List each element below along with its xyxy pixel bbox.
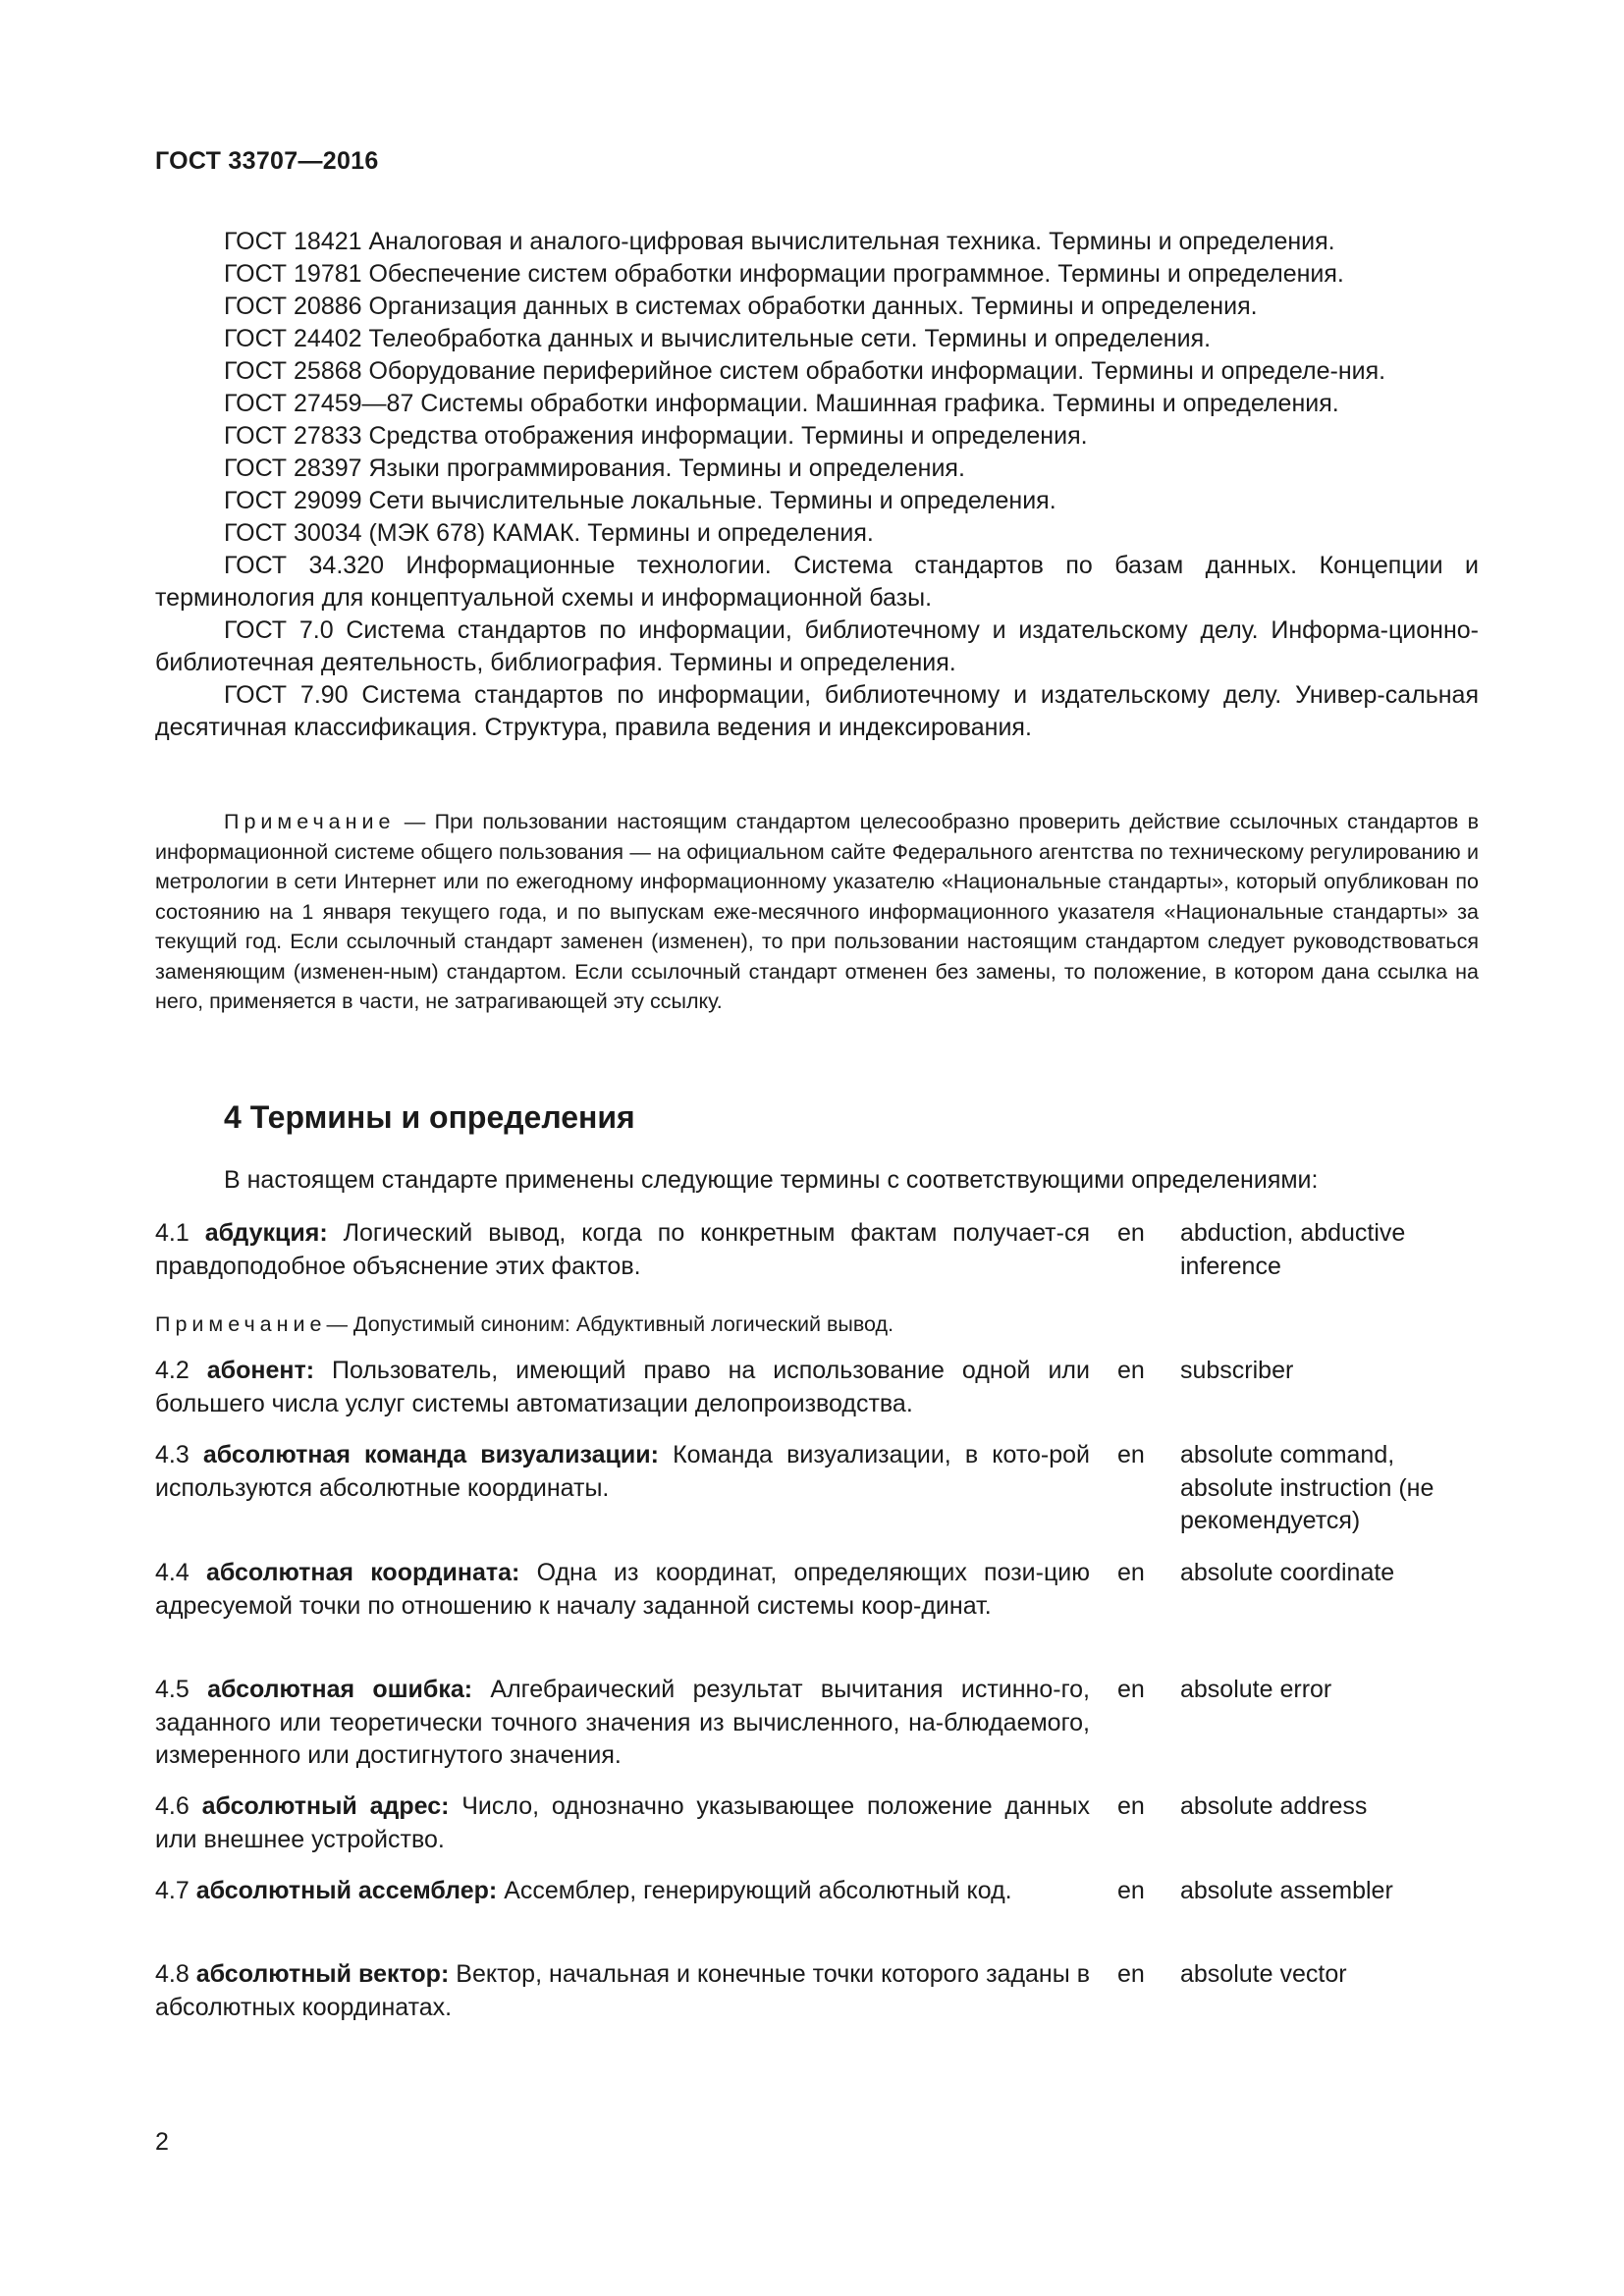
term-language: en bbox=[1117, 1676, 1145, 1703]
reference-item: ГОСТ 25868 Оборудование периферийное систем обработки информации. Термины и определе-ния. bbox=[224, 357, 1386, 385]
page-number: 2 bbox=[155, 2128, 169, 2156]
term-english: subscriber bbox=[1180, 1357, 1294, 1384]
term-number: 4.2 bbox=[155, 1357, 189, 1384]
term-definition bbox=[155, 1557, 1090, 1623]
term-name: абдукция: bbox=[204, 1219, 328, 1247]
term-language: en bbox=[1117, 1219, 1145, 1247]
document-header: ГОСТ 33707—2016 bbox=[155, 147, 379, 175]
term-text: Пользователь, имеющий право на использование одной или большего числа услуг системы автоматизации делопроизводства. bbox=[155, 1357, 1090, 1417]
term-note bbox=[155, 1309, 893, 1339]
term-name: абонент: bbox=[206, 1357, 315, 1384]
term-name: абсолютная команда визуализации: bbox=[202, 1441, 659, 1468]
term-definition bbox=[155, 1875, 1090, 1908]
term-number: 4.8 bbox=[155, 1960, 189, 1988]
term-note-text: — Допустимый синоним: Абдуктивный логический вывод. bbox=[326, 1312, 894, 1336]
term-english: absolute assembler bbox=[1180, 1877, 1393, 1904]
term-language: en bbox=[1117, 1357, 1145, 1384]
term-name: абсолютный вектор: bbox=[195, 1960, 450, 1988]
term-english: absolute error bbox=[1180, 1676, 1332, 1703]
term-name: абсолютный адрес: bbox=[201, 1792, 450, 1820]
term-english: abduction, abductive inference bbox=[1180, 1219, 1406, 1280]
reference-item: ГОСТ 24402 Телеобработка данных и вычислительные сети. Термины и определения. bbox=[224, 325, 1212, 352]
reference-item: ГОСТ 19781 Обеспечение систем обработки информации программное. Термины и определения. bbox=[224, 260, 1344, 288]
term-definition bbox=[155, 1439, 1090, 1505]
term-name: абсолютный ассемблер: bbox=[195, 1877, 498, 1904]
term-text: Одна из координат, определяющих пози-цию адресуемой точки по отношению к началу заданной системы коор-динат. bbox=[155, 1559, 1090, 1620]
term-text: Команда визуализации, в кото-рой используются абсолютные координаты. bbox=[155, 1441, 1091, 1502]
term-text: Вектор, начальная и конечные точки которого заданы в абсолютных координатах. bbox=[155, 1960, 1090, 2021]
term-note-label: Примечание bbox=[155, 1312, 327, 1336]
term-number: 4.4 bbox=[155, 1559, 189, 1586]
reference-list bbox=[155, 226, 1479, 744]
term-text: Число, однозначно указывающее положение данных или внешнее устройство. bbox=[155, 1792, 1090, 1853]
term-name: абсолютная ошибка: bbox=[207, 1676, 473, 1703]
term-number: 4.1 bbox=[155, 1219, 189, 1247]
reference-item: ГОСТ 20886 Организация данных в системах обработки данных. Термины и определения. bbox=[224, 293, 1258, 320]
references-note bbox=[155, 807, 1479, 1017]
term-english: absolute address bbox=[1180, 1792, 1368, 1820]
term-language: en bbox=[1117, 1441, 1145, 1468]
reference-item: ГОСТ 27459—87 Системы обработки информации. Машинная графика. Термины и определения. bbox=[224, 390, 1339, 417]
term-english: absolute vector bbox=[1180, 1960, 1347, 1988]
term-definition bbox=[155, 1355, 1090, 1420]
term-text: Логический вывод, когда по конкретным фактам получает-ся правдоподобное объяснение этих фактов. bbox=[155, 1219, 1090, 1280]
term-language: en bbox=[1117, 1877, 1145, 1904]
term-english: absolute command, absolute instruction (не рекомендуется) bbox=[1180, 1441, 1435, 1534]
term-definition bbox=[155, 1790, 1090, 1856]
note-text: — При пользовании настоящим стандартом целесообразно проверить действие ссылочных стандартов в информационной системе общего пользования — на официальном сайте Федерального агентства по техническому регулированию и метрологии в сети Интернет или по ежегодному информационному указателю «Национальные стандарты», который опубликован по состоянию на 1 января текущего года, и по выпускам еже-месячного информационного указателя «Национальные стандарты» за текущий год. Если ссылочный стандарт заменен (изменен), то при пользовании настоящим стандартом следует руководствоваться заменяющим (изменен-ным) стандартом. Если ссылочный стандарт отменен без замены, то положение, в котором дана ссылка на него, применяется в части, не затрагивающей эту ссылку. bbox=[155, 810, 1479, 1013]
term-definition bbox=[155, 1217, 1090, 1283]
reference-item: ГОСТ 7.90 Система стандартов по информации, библиотечному и издательскому делу. Универ-сальная десятичная классификация. Структура, правила ведения и индексирования. bbox=[155, 681, 1479, 741]
section-title: 4 Термины и определения bbox=[224, 1099, 635, 1135]
term-text: Алгебраический результат вычитания истинно-го, заданного или теоретически точного значения из вычисленного, на-блюдаемого, измеренного или достигнутого значения. bbox=[155, 1676, 1091, 1769]
reference-item: ГОСТ 29099 Сети вычислительные локальные. Термины и определения. bbox=[224, 487, 1056, 514]
term-number: 4.3 bbox=[155, 1441, 189, 1468]
term-language: en bbox=[1117, 1960, 1145, 1988]
reference-item: ГОСТ 18421 Аналоговая и аналого-цифровая вычислительная техника. Термины и определения. bbox=[224, 228, 1335, 255]
term-number: 4.7 bbox=[155, 1877, 189, 1904]
term-name: абсолютная координата: bbox=[206, 1559, 520, 1586]
term-text: Ассемблер, генерирующий абсолютный код. bbox=[504, 1877, 1012, 1904]
term-english: absolute coordinate bbox=[1180, 1559, 1395, 1586]
note-label: Примечание bbox=[224, 810, 396, 833]
term-number: 4.6 bbox=[155, 1792, 189, 1820]
term-language: en bbox=[1117, 1792, 1145, 1820]
section-intro: В настоящем стандарте применены следующие термины с соответствующими определениями: bbox=[224, 1166, 1319, 1194]
term-number: 4.5 bbox=[155, 1676, 189, 1703]
term-language: en bbox=[1117, 1559, 1145, 1586]
reference-item: ГОСТ 34.320 Информационные технологии. Система стандартов по базам данных. Концепции и терминология для концептуальной схемы и информационной базы. bbox=[155, 552, 1479, 612]
reference-item: ГОСТ 30034 (МЭК 678) КАМАК. Термины и определения. bbox=[224, 519, 874, 547]
reference-item: ГОСТ 28397 Языки программирования. Термины и определения. bbox=[224, 454, 965, 482]
term-definition bbox=[155, 1674, 1090, 1773]
reference-item: ГОСТ 7.0 Система стандартов по информации, библиотечному и издательскому делу. Информа-ционно- библиотечная деятельность, библиография. Термины и определения. bbox=[155, 616, 1479, 676]
term-definition bbox=[155, 1958, 1090, 2024]
reference-item: ГОСТ 27833 Средства отображения информации. Термины и определения. bbox=[224, 422, 1088, 450]
